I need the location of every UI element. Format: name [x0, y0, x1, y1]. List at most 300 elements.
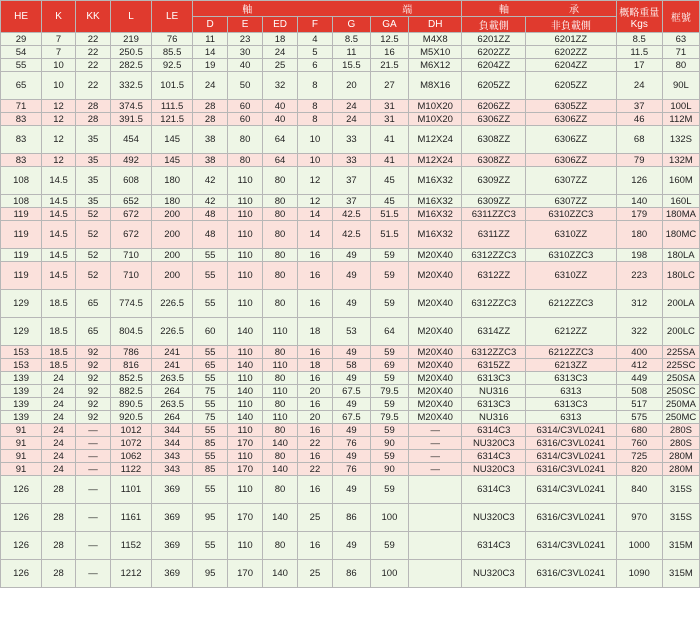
cell-f: 16	[297, 372, 332, 385]
cell-dh: M20X40	[408, 398, 461, 411]
cell-k: 28	[42, 560, 76, 588]
table-row	[1, 476, 700, 504]
cell-k: 12	[42, 154, 76, 167]
cell-ed: 64	[263, 154, 298, 167]
cell-d: 24	[193, 72, 228, 100]
cell-k: 7	[42, 46, 76, 59]
cell-kk: 35	[76, 195, 111, 208]
header-bearing-right: 承	[569, 5, 580, 16]
cell-frame: 280S	[662, 424, 699, 437]
header-le: LE	[152, 1, 193, 33]
cell-l: 492	[110, 154, 151, 167]
cell-ed: 18	[263, 33, 298, 46]
cell-ed: 80	[263, 476, 298, 504]
cell-e: 110	[228, 167, 263, 195]
cell-g: 76	[332, 437, 370, 450]
cell-weight: 17	[616, 59, 662, 72]
cell-load-side-bearing: 6306ZZ	[462, 113, 526, 126]
cell-ga: 59	[370, 346, 408, 359]
cell-k: 24	[42, 437, 76, 450]
cell-l: 804.5	[110, 318, 151, 346]
cell-ga: 45	[370, 195, 408, 208]
cell-e: 140	[228, 411, 263, 424]
cell-weight: 68	[616, 126, 662, 154]
cell-load-side-bearing: 6314C3	[462, 450, 526, 463]
cell-ga: 16	[370, 46, 408, 59]
cell-dh: M4X8	[408, 33, 461, 46]
cell-f: 16	[297, 398, 332, 411]
cell-le: 241	[152, 359, 193, 372]
cell-frame: 250MC	[662, 411, 699, 424]
cell-weight: 449	[616, 372, 662, 385]
cell-l: 672	[110, 208, 151, 221]
cell-kk: 52	[76, 221, 111, 249]
cell-frame: 280M	[662, 450, 699, 463]
cell-d: 48	[193, 221, 228, 249]
cell-d: 14	[193, 46, 228, 59]
cell-non-load-side-bearing: 6306ZZ	[526, 113, 616, 126]
table-row	[1, 195, 700, 208]
cell-e: 110	[228, 450, 263, 463]
cell-e: 110	[228, 208, 263, 221]
cell-ed: 140	[263, 560, 298, 588]
cell-k: 24	[42, 398, 76, 411]
header-g: G	[332, 17, 370, 33]
cell-d: 55	[193, 450, 228, 463]
cell-ed: 80	[263, 450, 298, 463]
header-d: D	[193, 17, 228, 33]
cell-g: 67.5	[332, 385, 370, 398]
cell-ga: 41	[370, 154, 408, 167]
cell-ga: 59	[370, 398, 408, 411]
table-row	[1, 208, 700, 221]
table-row	[1, 221, 700, 249]
cell-d: 55	[193, 346, 228, 359]
cell-he: 91	[1, 450, 42, 463]
cell-load-side-bearing: 6312ZZC3	[462, 249, 526, 262]
cell-ga: 59	[370, 424, 408, 437]
cell-g: 49	[332, 290, 370, 318]
cell-ed: 25	[263, 59, 298, 72]
cell-e: 40	[228, 59, 263, 72]
cell-ga: 27	[370, 72, 408, 100]
cell-weight: 8.5	[616, 33, 662, 46]
cell-l: 1122	[110, 463, 151, 476]
cell-he: 91	[1, 437, 42, 450]
cell-d: 85	[193, 437, 228, 450]
header-l: L	[110, 1, 151, 33]
cell-d: 55	[193, 249, 228, 262]
cell-g: 24	[332, 100, 370, 113]
cell-ed: 110	[263, 385, 298, 398]
cell-weight: 1000	[616, 532, 662, 560]
cell-weight: 820	[616, 463, 662, 476]
table-row	[1, 463, 700, 476]
cell-non-load-side-bearing: 6313C3	[526, 372, 616, 385]
cell-ga: 45	[370, 167, 408, 195]
cell-kk: 22	[76, 46, 111, 59]
cell-frame: 280M	[662, 463, 699, 476]
cell-kk: 35	[76, 167, 111, 195]
cell-f: 8	[297, 113, 332, 126]
cell-k: 14.5	[42, 249, 76, 262]
table-row	[1, 46, 700, 59]
cell-frame: 315S	[662, 476, 699, 504]
cell-non-load-side-bearing: 6202ZZ	[526, 46, 616, 59]
cell-dh: M20X40	[408, 318, 461, 346]
cell-k: 14.5	[42, 208, 76, 221]
cell-ga: 64	[370, 318, 408, 346]
table-row	[1, 113, 700, 126]
cell-dh	[408, 476, 461, 504]
cell-weight: 126	[616, 167, 662, 195]
cell-load-side-bearing: 6312ZZC3	[462, 346, 526, 359]
cell-ga: 69	[370, 359, 408, 372]
cell-kk: 65	[76, 290, 111, 318]
cell-ga: 21.5	[370, 59, 408, 72]
cell-kk: 22	[76, 59, 111, 72]
cell-ed: 80	[263, 221, 298, 249]
cell-non-load-side-bearing: 6306ZZ	[526, 154, 616, 167]
cell-he: 91	[1, 424, 42, 437]
cell-ed: 80	[263, 167, 298, 195]
cell-le: 369	[152, 504, 193, 532]
cell-frame: 250SA	[662, 372, 699, 385]
cell-d: 19	[193, 59, 228, 72]
cell-load-side-bearing: 6204ZZ	[462, 59, 526, 72]
header-bearing-left: 軸	[499, 5, 510, 16]
cell-load-side-bearing: 6311ZZC3	[462, 208, 526, 221]
cell-d: 42	[193, 195, 228, 208]
cell-k: 10	[42, 59, 76, 72]
cell-load-side-bearing: NU320C3	[462, 437, 526, 450]
cell-kk: —	[76, 532, 111, 560]
cell-load-side-bearing: NU320C3	[462, 504, 526, 532]
cell-le: 343	[152, 450, 193, 463]
cell-non-load-side-bearing: 6314/C3VL0241	[526, 424, 616, 437]
cell-d: 95	[193, 504, 228, 532]
cell-g: 33	[332, 154, 370, 167]
cell-k: 14.5	[42, 195, 76, 208]
cell-load-side-bearing: 6206ZZ	[462, 100, 526, 113]
cell-e: 110	[228, 262, 263, 290]
cell-he: 83	[1, 126, 42, 154]
cell-l: 1062	[110, 450, 151, 463]
cell-dh: M12X24	[408, 154, 461, 167]
cell-d: 75	[193, 411, 228, 424]
cell-f: 10	[297, 154, 332, 167]
table-row	[1, 450, 700, 463]
cell-le: 101.5	[152, 72, 193, 100]
cell-non-load-side-bearing: 6316/C3VL0241	[526, 560, 616, 588]
cell-l: 219	[110, 33, 151, 46]
header-dh: DH	[408, 17, 461, 33]
cell-frame: 71	[662, 46, 699, 59]
cell-f: 12	[297, 195, 332, 208]
cell-le: 145	[152, 126, 193, 154]
cell-e: 80	[228, 154, 263, 167]
cell-d: 55	[193, 532, 228, 560]
cell-dh: M10X20	[408, 100, 461, 113]
cell-non-load-side-bearing: 6313	[526, 385, 616, 398]
cell-l: 282.5	[110, 59, 151, 72]
cell-ga: 59	[370, 249, 408, 262]
cell-le: 369	[152, 476, 193, 504]
cell-ga: 41	[370, 126, 408, 154]
cell-k: 18.5	[42, 290, 76, 318]
cell-he: 83	[1, 113, 42, 126]
cell-l: 890.5	[110, 398, 151, 411]
cell-kk: —	[76, 424, 111, 437]
cell-d: 48	[193, 208, 228, 221]
cell-le: 200	[152, 221, 193, 249]
cell-l: 774.5	[110, 290, 151, 318]
cell-dh: M6X12	[408, 59, 461, 72]
cell-kk: —	[76, 560, 111, 588]
cell-l: 1012	[110, 424, 151, 437]
header-frame: 框號	[662, 1, 699, 33]
cell-he: 139	[1, 372, 42, 385]
cell-frame: 180MA	[662, 208, 699, 221]
cell-le: 241	[152, 346, 193, 359]
cell-weight: 680	[616, 424, 662, 437]
cell-frame: 180LA	[662, 249, 699, 262]
cell-he: 119	[1, 262, 42, 290]
cell-kk: 22	[76, 33, 111, 46]
cell-d: 55	[193, 398, 228, 411]
cell-dh	[408, 504, 461, 532]
cell-weight: 140	[616, 195, 662, 208]
cell-kk: —	[76, 437, 111, 450]
cell-dh: M16X32	[408, 221, 461, 249]
cell-g: 49	[332, 398, 370, 411]
cell-weight: 517	[616, 398, 662, 411]
cell-le: 76	[152, 33, 193, 46]
cell-l: 250.5	[110, 46, 151, 59]
cell-he: 153	[1, 346, 42, 359]
cell-ed: 80	[263, 398, 298, 411]
cell-ga: 59	[370, 532, 408, 560]
cell-weight: 79	[616, 154, 662, 167]
cell-g: 49	[332, 262, 370, 290]
cell-kk: 28	[76, 113, 111, 126]
cell-kk: 92	[76, 385, 111, 398]
table-body	[1, 33, 700, 588]
header-shaft-end	[193, 1, 462, 17]
cell-e: 60	[228, 113, 263, 126]
cell-frame: 315M	[662, 532, 699, 560]
cell-g: 42.5	[332, 208, 370, 221]
cell-g: 67.5	[332, 411, 370, 424]
table-row	[1, 560, 700, 588]
cell-load-side-bearing: NU320C3	[462, 560, 526, 588]
cell-d: 85	[193, 463, 228, 476]
cell-non-load-side-bearing: 6310ZZC3	[526, 208, 616, 221]
cell-f: 16	[297, 346, 332, 359]
cell-non-load-side-bearing: 6314/C3VL0241	[526, 532, 616, 560]
cell-d: 42	[193, 167, 228, 195]
cell-le: 92.5	[152, 59, 193, 72]
cell-ga: 79.5	[370, 411, 408, 424]
cell-he: 126	[1, 532, 42, 560]
cell-l: 608	[110, 167, 151, 195]
cell-ed: 40	[263, 100, 298, 113]
cell-non-load-side-bearing: 6305ZZ	[526, 100, 616, 113]
cell-d: 75	[193, 385, 228, 398]
cell-he: 71	[1, 100, 42, 113]
cell-frame: 280S	[662, 437, 699, 450]
cell-g: 15.5	[332, 59, 370, 72]
cell-weight: 312	[616, 290, 662, 318]
cell-le: 369	[152, 532, 193, 560]
cell-e: 110	[228, 476, 263, 504]
cell-e: 110	[228, 424, 263, 437]
cell-non-load-side-bearing: 6205ZZ	[526, 72, 616, 100]
cell-he: 119	[1, 208, 42, 221]
cell-e: 50	[228, 72, 263, 100]
cell-weight: 840	[616, 476, 662, 504]
table-row	[1, 249, 700, 262]
cell-dh: M16X32	[408, 167, 461, 195]
cell-e: 110	[228, 249, 263, 262]
cell-non-load-side-bearing: 6307ZZ	[526, 167, 616, 195]
cell-g: 49	[332, 532, 370, 560]
table-row	[1, 154, 700, 167]
cell-load-side-bearing: 6309ZZ	[462, 167, 526, 195]
cell-e: 140	[228, 318, 263, 346]
cell-f: 16	[297, 450, 332, 463]
cell-l: 710	[110, 262, 151, 290]
cell-dh: M20X40	[408, 249, 461, 262]
cell-ga: 90	[370, 437, 408, 450]
cell-g: 33	[332, 126, 370, 154]
cell-ed: 80	[263, 290, 298, 318]
cell-ed: 24	[263, 46, 298, 59]
header-load-side: 負載側	[462, 17, 526, 33]
cell-weight: 179	[616, 208, 662, 221]
cell-non-load-side-bearing: 6212ZZC3	[526, 290, 616, 318]
table-row	[1, 372, 700, 385]
table-row	[1, 359, 700, 372]
cell-he: 65	[1, 72, 42, 100]
cell-l: 454	[110, 126, 151, 154]
cell-load-side-bearing: 6314C3	[462, 424, 526, 437]
cell-k: 12	[42, 113, 76, 126]
cell-f: 18	[297, 318, 332, 346]
cell-ed: 110	[263, 318, 298, 346]
cell-dh: —	[408, 424, 461, 437]
cell-load-side-bearing: 6308ZZ	[462, 126, 526, 154]
cell-dh: M20X40	[408, 372, 461, 385]
cell-kk: 28	[76, 100, 111, 113]
header-non-load-side: 非負載側	[526, 17, 616, 33]
cell-load-side-bearing: NU316	[462, 385, 526, 398]
cell-k: 24	[42, 450, 76, 463]
cell-ed: 80	[263, 195, 298, 208]
cell-le: 85.5	[152, 46, 193, 59]
cell-g: 49	[332, 372, 370, 385]
table-row	[1, 411, 700, 424]
cell-frame: 132S	[662, 126, 699, 154]
cell-d: 38	[193, 126, 228, 154]
cell-load-side-bearing: 6205ZZ	[462, 72, 526, 100]
cell-weight: 1090	[616, 560, 662, 588]
cell-k: 12	[42, 100, 76, 113]
cell-l: 710	[110, 249, 151, 262]
cell-load-side-bearing: 6311ZZ	[462, 221, 526, 249]
cell-e: 110	[228, 372, 263, 385]
cell-g: 53	[332, 318, 370, 346]
cell-he: 91	[1, 463, 42, 476]
cell-f: 12	[297, 167, 332, 195]
table-row	[1, 290, 700, 318]
cell-f: 20	[297, 385, 332, 398]
cell-non-load-side-bearing: 6316/C3VL0241	[526, 437, 616, 450]
cell-le: 343	[152, 463, 193, 476]
cell-dh: M20X40	[408, 359, 461, 372]
header-weight	[616, 1, 662, 33]
cell-ed: 140	[263, 463, 298, 476]
cell-e: 140	[228, 359, 263, 372]
header-he: HE	[1, 1, 42, 33]
cell-ed: 80	[263, 262, 298, 290]
cell-frame: 63	[662, 33, 699, 46]
cell-ga: 51.5	[370, 221, 408, 249]
cell-dh: M5X10	[408, 46, 461, 59]
cell-le: 369	[152, 560, 193, 588]
table-row	[1, 262, 700, 290]
cell-he: 153	[1, 359, 42, 372]
cell-non-load-side-bearing: 6213ZZ	[526, 359, 616, 372]
cell-f: 16	[297, 476, 332, 504]
cell-l: 1212	[110, 560, 151, 588]
cell-l: 672	[110, 221, 151, 249]
cell-weight: 24	[616, 72, 662, 100]
cell-frame: 180MC	[662, 221, 699, 249]
cell-frame: 225SA	[662, 346, 699, 359]
cell-k: 28	[42, 532, 76, 560]
cell-frame: 200LA	[662, 290, 699, 318]
cell-frame: 250MA	[662, 398, 699, 411]
cell-f: 16	[297, 424, 332, 437]
cell-g: 86	[332, 560, 370, 588]
cell-load-side-bearing: 6308ZZ	[462, 154, 526, 167]
cell-f: 16	[297, 290, 332, 318]
cell-non-load-side-bearing: 6316/C3VL0241	[526, 463, 616, 476]
cell-frame: 100L	[662, 100, 699, 113]
cell-e: 170	[228, 504, 263, 532]
cell-ed: 32	[263, 72, 298, 100]
header-bearing	[462, 1, 616, 17]
cell-kk: —	[76, 450, 111, 463]
cell-g: 24	[332, 113, 370, 126]
cell-dh: M20X40	[408, 346, 461, 359]
cell-k: 24	[42, 463, 76, 476]
cell-frame: 315S	[662, 504, 699, 532]
header-weight-label: 概略重量	[619, 7, 660, 19]
cell-he: 83	[1, 154, 42, 167]
cell-e: 60	[228, 100, 263, 113]
cell-ga: 100	[370, 560, 408, 588]
cell-kk: —	[76, 476, 111, 504]
cell-load-side-bearing: 6314C3	[462, 532, 526, 560]
cell-dh: —	[408, 450, 461, 463]
cell-le: 264	[152, 385, 193, 398]
cell-e: 110	[228, 532, 263, 560]
cell-f: 14	[297, 221, 332, 249]
cell-l: 1072	[110, 437, 151, 450]
cell-frame: 80	[662, 59, 699, 72]
